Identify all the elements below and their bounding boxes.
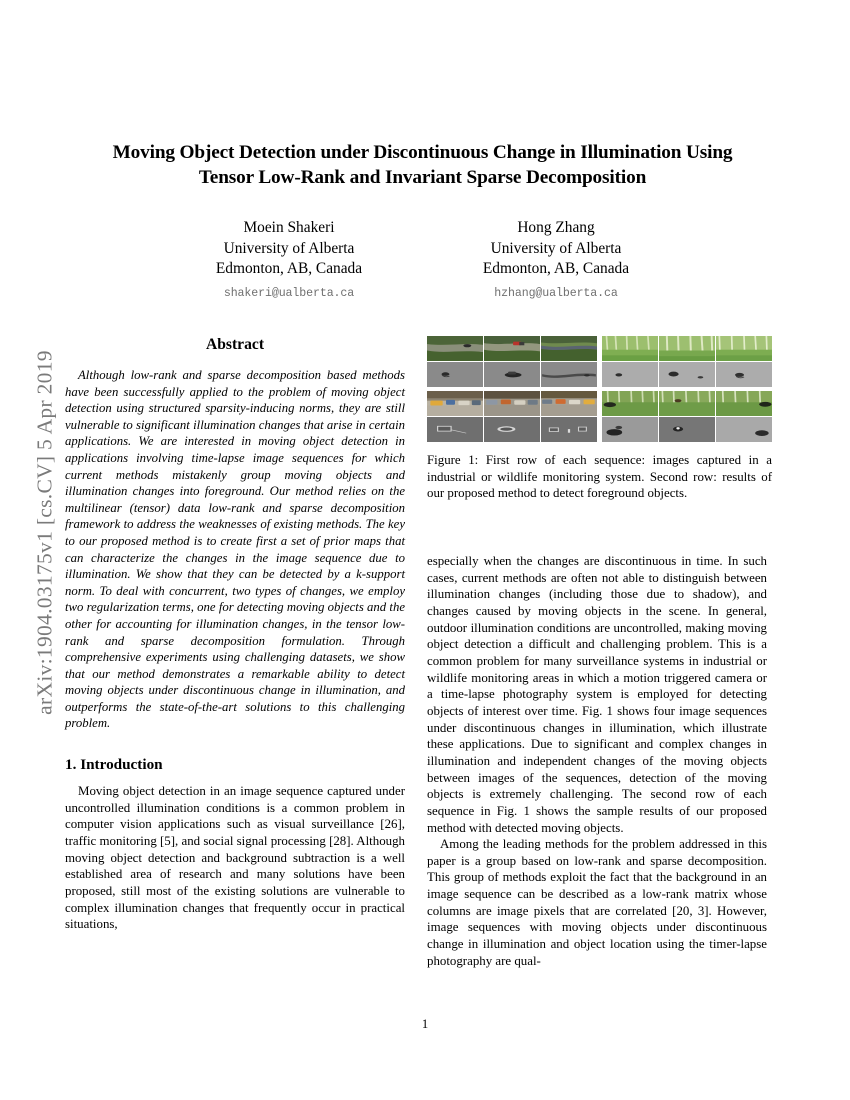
railway-result-3 (541, 362, 597, 387)
author-name: Hong Zhang (517, 219, 595, 236)
forest-result-2 (659, 362, 715, 387)
page-title (65, 140, 780, 190)
railway-result-1 (427, 362, 483, 387)
parking-result-3 (541, 417, 597, 442)
woodland-result-2 (659, 417, 715, 442)
abstract-text: Although low-rank and sparse decomposition based methods have been successfully applied to the problem of moving object detection using structured sparsity-inducing norms, they are still vulnerable to significant illumination changes that arise in certain applications. We are interested in moving object detection in applications involving time-lapse image sequences for which current methods mistakenly group moving objects and illumination changes into foreground. Our method relies on the multilinear (tensor) data low-rank and sparse decomposition framework to address the weaknesses of existing methods. The key to our proposed method is to create first a set of prior maps that can characterize the changes in the image sequence due to illumination. We show that they can be detected by a k-support norm. To deal with concurrent, two types of changes, we employ two regularization terms, one for detecting moving objects and the other for accounting for illumination changes, in the tensor low-rank and sparse decomposition formulation. Through comprehensive experiments using challenging datasets, we show that our method demonstrates a remarkable ability to detect moving objects under discontinuous change in illumination, and outperforms the state-of-the-art solutions to this challenging problem. (65, 368, 405, 731)
author-email[interactable]: shakeri@ualberta.ca (223, 286, 355, 300)
parking-scene-1 (427, 391, 483, 416)
railway-scene-3 (541, 336, 597, 361)
paper-title-line-2: Tensor Low-Rank and Invariant Sparse Decomposition (198, 167, 647, 188)
sequence-parking-lot (427, 391, 597, 442)
paper-title-line-1: Moving Object Detection under Discontinuous Change in Illumination Using (112, 142, 733, 163)
author-city: Edmonton, AB, Canada (482, 260, 630, 277)
figure-row-pair-1 (427, 336, 772, 387)
author-entry (192, 218, 387, 300)
arxiv-stamp-text: arXiv:1904.03175v1 [cs.CV] 5 Apr 2019 (32, 350, 57, 715)
abstract-heading: Abstract (205, 336, 265, 353)
author-entry (459, 218, 654, 300)
forest-scene-3 (716, 336, 772, 361)
page-number: 1 (421, 1017, 429, 1031)
railway-scene-1 (427, 336, 483, 361)
author-city: Edmonton, AB, Canada (215, 260, 363, 277)
sequence-woodland (602, 391, 772, 442)
figure-1-caption: Figure 1: First row of each sequence: images captured in a industrial or wildlife monitoring system. Second row: results of our proposed method to detect foreground objects. (427, 453, 772, 501)
woodland-result-1 (602, 417, 658, 442)
forest-scene-2 (659, 336, 715, 361)
woodland-scene-2 (659, 391, 715, 416)
author-email[interactable]: hzhang@ualberta.ca (494, 286, 618, 300)
sequence-railway (427, 336, 597, 387)
parking-scene-3 (541, 391, 597, 416)
author-name: Moein Shakeri (243, 219, 335, 236)
parking-result-1 (427, 417, 483, 442)
author-affiliation: University of Alberta (490, 239, 622, 257)
figure-row-pair-2 (427, 391, 772, 442)
introduction-paragraph-1: Moving object detection in an image sequence captured under uncontrolled illumination conditions is a common problem in computer vision applications such as visual surveillance [26], traffic monitoring [5], and social signal processing [28]. Although moving object detection and background subtraction is a well established area of research and many solutions have been proposed, still most of the existing solutions are vulnerable to complex illumination changes that frequently occur in practical situations, (65, 784, 405, 932)
right-paragraph-2: Among the leading methods for the problem addressed in this paper is a group based on low-rank and sparse decomposition. This group of methods exploit the fact that the background in an image sequence can be described as a low-rank matrix whose columns are image pixels that are correlated [20, 3]. However, image sequences with moving objects under discontinuous change in illumination and object location using the timer-lapse photography are qual- (427, 837, 767, 968)
left-column (65, 336, 405, 933)
sequence-forest (602, 336, 772, 387)
figure-1 (427, 336, 772, 502)
author-block (65, 218, 780, 300)
forest-result-3 (716, 362, 772, 387)
parking-result-2 (484, 417, 540, 442)
forest-result-1 (602, 362, 658, 387)
woodland-scene-1 (602, 391, 658, 416)
railway-result-2 (484, 362, 540, 387)
forest-scene-1 (602, 336, 658, 361)
section-heading-introduction: 1. Introduction (65, 756, 163, 774)
parking-scene-2 (484, 391, 540, 416)
railway-scene-2 (484, 336, 540, 361)
woodland-result-3 (716, 417, 772, 442)
right-paragraph-1: especially when the changes are discontinuous in time. In such cases, current methods are often not able to distinguish between illumination changes (including those due to shadow), and changes caused by moving objects in the scene. In general, outdoor illumination conditions are uncontrolled, making moving object detection a difficult and challenging problem. This is a common problem for many surveillance systems in industrial or wildlife monitoring areas in which a motion triggered camera or a time-lapse photography system is employed for detecting objects of interest over time. Fig. 1 shows four image sequences under discontinuous changes in illumination, which illustrate these applications. Due to significant and complex changes in illumination and independent changes of the moving objects between images of the sequences, detection of the moving objects is extremely challenging. The second row of each sequence in Fig. 1 shows the sample results of our proposed method with detected moving objects. (427, 554, 767, 835)
woodland-scene-3 (716, 391, 772, 416)
author-affiliation: University of Alberta (223, 239, 355, 257)
figure-image-grid (427, 336, 772, 442)
right-column (427, 553, 767, 969)
